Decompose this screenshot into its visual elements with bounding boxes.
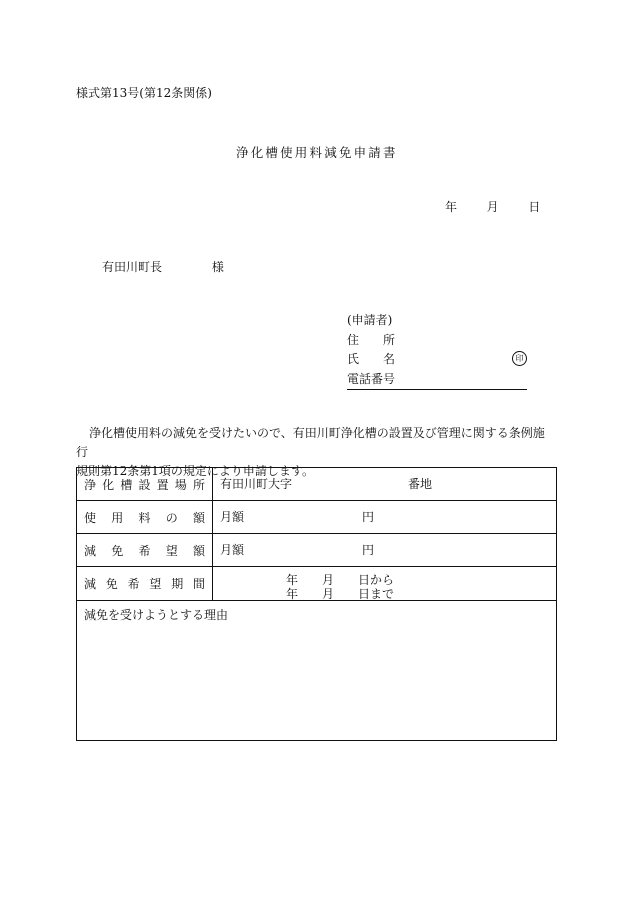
reduction-amount-unit: 円	[362, 543, 375, 557]
reduction-period-row	[77, 567, 557, 601]
reason-row	[77, 601, 557, 741]
document-title: 浄化槽使用料減免申請書	[236, 145, 398, 160]
reduction-amount-label: 減 免 希 望 額	[77, 534, 213, 567]
location-row	[77, 468, 557, 501]
statement-line-1: 浄化槽使用料の減免を受けたいので、有田川町浄化槽の設置及び管理に関する条例施行	[76, 426, 545, 459]
reduction-amount-row	[77, 534, 557, 567]
form-number: 様式第13号(第12条関係)	[76, 86, 212, 100]
usage-fee-monthly: 月額	[220, 510, 245, 524]
reduction-amount-value[interactable]	[213, 534, 557, 567]
addressee	[102, 258, 224, 275]
seal-mark: 印	[512, 351, 527, 366]
addressee-honorific: 様	[211, 260, 224, 274]
period-from: 年 月 日から	[286, 572, 395, 587]
reason-label: 減免を受けようとする理由	[84, 608, 229, 622]
applicant-heading: (申請者)	[347, 313, 393, 327]
addressee-name: 有田川町長	[102, 260, 163, 274]
phone-label: 電話番号	[347, 370, 527, 391]
name-row	[347, 350, 527, 370]
date-day: 日	[528, 200, 541, 214]
reduction-amount-monthly: 月額	[220, 543, 245, 557]
usage-fee-row	[77, 501, 557, 534]
usage-fee-label: 使 用 料 の 額	[77, 501, 213, 534]
location-suffix: 番地	[408, 477, 433, 491]
date-month: 月	[486, 200, 499, 214]
reduction-period-value[interactable]	[213, 567, 557, 601]
usage-fee-value[interactable]	[213, 501, 557, 534]
period-to: 年 月 日まで	[286, 586, 395, 601]
applicant-block	[347, 311, 527, 390]
address-label: 住 所	[347, 332, 396, 347]
name-label: 氏 名	[347, 352, 396, 366]
location-value[interactable]	[213, 468, 557, 501]
location-prefix: 有田川町大字	[220, 477, 293, 491]
reason-field[interactable]	[77, 601, 557, 741]
application-table	[76, 467, 557, 741]
application-date	[445, 198, 540, 215]
date-year: 年	[445, 200, 458, 214]
location-label: 浄 化 槽 設 置 場 所	[77, 468, 213, 501]
statement-line-2: 規則第12条第1項の規定により申請します。	[76, 464, 314, 478]
reduction-period-label: 減 免 希 望 期 間	[77, 567, 213, 601]
usage-fee-unit: 円	[362, 510, 375, 524]
